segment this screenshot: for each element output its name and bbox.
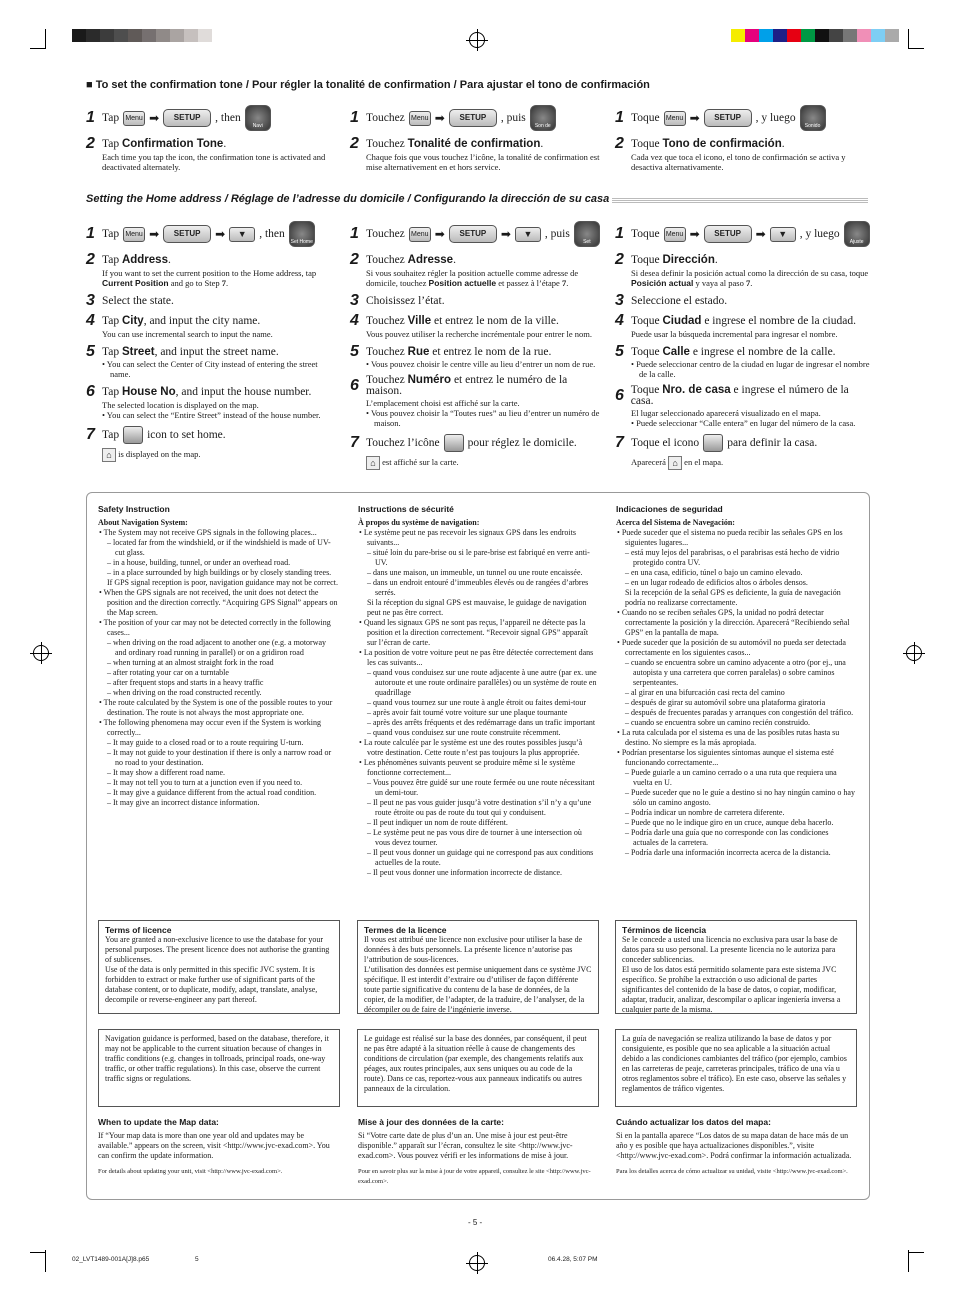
safety-item: – quand vous conduisez sur une route adjacente à une autre (par ex. une autoroute et une route ordinaire parallèles) ou un système de route en quadrillage: [367, 668, 597, 697]
registration-mark: [906, 645, 922, 661]
licence-box-fr: Termes de la licence Il vous est attribué une licence non exclusive pour utiliser la base de données à des buts personnels. La présente licence n’autorise pas l’attribution de sous-licences. L’utilisation des données est permise uniquement dans ce système JVC spécifique. Il est interdit d’extraire ou d’utiliser de façon différente toute partie significative du contenu de la base de données, de la copier, de la modifier, de l’adapter, de la traduire, de l’analyser, de la décompiler ou de faire de l’ingénierie inverse.: [357, 920, 599, 1014]
safety-item: – Podría indicar un nombre de carretera diferente.: [625, 808, 785, 817]
safety-item: – Podría darle una guía que no corresponde con las condiciones actuales de la carretera.: [625, 828, 829, 847]
registration-mark: [33, 645, 49, 661]
tone-col-fr: 1 Touchez Menu ➡ SETUP , puis Son de navigation 2 Touchez Tonalité de confirmation. Chaque fois que vous touchez l’icône, la tonalité de confirmation est mise alternativement en et hors service.: [350, 99, 600, 172]
safety-item: Si la réception du signal GPS est mauvaise, le guidage de navigation peut ne pas être correct.: [367, 598, 587, 617]
footer-file: 02_LVT1489-001A[J]8.p65: [72, 1256, 150, 1263]
setup-icon[interactable]: SETUP: [449, 109, 497, 127]
color-swatch: [128, 29, 142, 42]
safety-item: – al girar en una bifurcación casi recta del camino: [625, 688, 785, 697]
set-home-button-icon[interactable]: [703, 434, 723, 452]
crop-mark: [908, 1250, 909, 1272]
color-swatch: [773, 29, 787, 42]
safety-item: • The System may not receive GPS signals in the following places...: [99, 528, 317, 537]
safety-item: – está muy lejos del parabrisas, o el parabrisas está hecho de vidrio protegido contra UV.: [625, 548, 840, 567]
set-home-button-icon[interactable]: [444, 434, 464, 452]
home-icon: ⌂: [366, 456, 380, 470]
safety-item: • Puede suceder que el sistema no pueda recibir las señales GPS en los siguientes lugares...: [617, 528, 843, 547]
setup-icon[interactable]: SETUP: [163, 109, 211, 127]
safety-item: – Puede que no le indique giro en un cruce, aunque deba hacerlo.: [625, 818, 834, 827]
footer-date: 06.4.28, 5:07 PM: [548, 1256, 598, 1263]
registration-mark: [469, 1255, 485, 1271]
safety-item: – It may not tell you to turn at a junction even if you need to.: [107, 778, 303, 787]
safety-item: – Il peut ne pas vous guider jusqu’à votre destination s’il n’y a qu’une route étroite ou pas de route du tout qui y conduisent.: [367, 798, 592, 817]
safety-item: – en una casa, edificio, túnel o bajo un camino elevado.: [625, 568, 803, 577]
safety-item: – It may give an incorrect distance information.: [107, 798, 260, 807]
safety-item: – Puede suceder que no le guíe a destino si no hay ningún camino o hay sólo un camino angosto.: [625, 788, 855, 807]
color-swatch: [731, 29, 745, 42]
footer-page: 5: [195, 1256, 199, 1263]
safety-item: – Il peut vous donner un guidage qui ne correspond pas aux conditions actuelles de la route.: [367, 848, 594, 867]
color-swatch: [114, 29, 128, 42]
heading-rule: [612, 198, 868, 203]
safety-item: – dans un endroit entouré d’immeubles élevés ou de rangées d’arbres serrés.: [367, 578, 589, 597]
safety-item: • Puede suceder que la posición de su automóvil no pueda ser detectada correctamente en los siguientes casos...: [617, 638, 846, 657]
home-col-en: 1 Tap Menu ➡ SETUP ➡ ▼ , then Set Home 2 Tap Address. If you want to set the current position to the Home address, tap Current Position and go to Step 7. 3 Select the state. 4 Tap City, and input the city name. You can use incremental search to input the name. 5 Tap Street, and input the street name. • You can select the Center of City instead of entering the street name. 6 Tap House No, and input the house number. The selected location is displayed on the map. • You can select the “Entire Street” instead of the house number. 7 Tap icon to set home. ⌂ is displayed on the map.: [86, 215, 331, 462]
color-swatch: [829, 29, 843, 42]
menu-icon[interactable]: Menu: [123, 111, 145, 126]
safety-item: • Podrían presentarse los siguientes síntomas aunque el sistema esté funcionando correctamente...: [617, 748, 834, 767]
safety-item: – Il peut vous donner une information incorrecte de distance.: [367, 868, 563, 877]
menu-icon[interactable]: Menu: [664, 227, 686, 242]
safety-item: • Cuando no se reciben señales GPS, la unidad no podrá detectar correctamente la posición y la dirección. Aparecerá “Recibiendo señal GPS” en la pantalla de mapa.: [617, 608, 850, 637]
crop-mark: [908, 48, 924, 49]
safety-item: – Vous pouvez être guidé sur une route fermée ou une route nécessitant un demi-tour.: [367, 778, 595, 797]
safety-item: – Podría darle una información incorrecta acerca de la distancia.: [625, 848, 831, 857]
guidance-box-en: Navigation guidance is performed, based on the database, therefore, it may not be applicable to the current situation because of changes in traffic conditions (e.g. changes in tollroads, principal roads, one-way traffic, or other traffic regulations). In this case, observe the current traffic signs or regulations.: [98, 1029, 340, 1107]
menu-icon[interactable]: Menu: [409, 227, 431, 242]
safety-item: • La route calculée par le système est une des routes possibles jusqu’à votre destination. Cette route n’est pas toujours la plus appropriée.: [359, 738, 583, 757]
guidance-box-fr: Le guidage est réalisé sur la base des données, par conséquent, il peut ne pas être adapté à la situation réelle à cause de changements des conditions de circulation (par exemple, des changements relatifs aux péages, aux routes principales, aux sens uniques ou au code de la route). Dans ce cas, reportez-vous aux panneaux indicatifs ou autres panneaux de la circulation.: [357, 1029, 599, 1107]
crop-mark: [30, 1252, 46, 1253]
home-icon: ⌂: [102, 448, 116, 462]
setup-icon[interactable]: SETUP: [704, 225, 752, 243]
home-icon: ⌂: [668, 456, 682, 470]
tone-col-en: 1 Tap Menu ➡ SETUP , then Navi Sound 2 Tap Confirmation Tone. Each time you tap the icon, the confirmation tone is activated and deactivated alternately.: [86, 99, 326, 172]
safety-item: – en un lugar rodeado de edificios altos o árboles densos.: [625, 578, 808, 587]
color-swatch: [86, 29, 100, 42]
safety-item: • Le système peut ne pas recevoir les signaux GPS dans les endroits suivants...: [359, 528, 576, 547]
safety-item: – después de girar su automóvil sobre una plataforma giratoria: [625, 698, 826, 707]
tone-heading: ■ To set the confirmation tone / Pour régler la tonalité de confirmation / Para ajustar el tono de confirmación: [86, 79, 650, 91]
safety-item: – It may guide to a closed road or to a route requiring U-turn.: [107, 738, 304, 747]
safety-item: • La position de votre voiture peut ne pas être détectée correctement dans les cas suivants...: [359, 648, 594, 667]
color-swatch: [100, 29, 114, 42]
safety-item: – It may show a different road name.: [107, 768, 226, 777]
color-swatch: [801, 29, 815, 42]
menu-icon[interactable]: Menu: [123, 227, 145, 242]
safety-item: Si la recepción de la señal GPS es deficiente, la guía de navegación podría no realizarse correctamente.: [625, 588, 841, 607]
home-col-fr: 1 Touchez Menu ➡ SETUP ➡ ▼ , puis Set domicile 2 Touchez Adresse. Si vous souhaitez régler la position actuelle comme adresse de domicile, touchez Position actuelle et passez à l’étape 7. 3 Choisissez l’état. 4 Touchez Ville et entrez le nom de la ville. Vous pouvez utiliser la recherche incrémentale pour entrer le nom. 5 Touchez Rue et entrez le nom de la rue. • Vous pouvez choisir le centre ville au lieu d’entrer un nom de rue. 6 Touchez Numéro et entrez le numéro de la maison. L’emplacement choisi est affiché sur la carte. • Vous pouvez choisir la “Toutes rues” au lieu d’entrer un numéro de maison. 7 Touchez l’icône pour réglez le domicile. ⌂ est affiché sur la carte.: [350, 215, 605, 470]
safety-item: – dans une maison, un immeuble, un tunnel ou une route encaissée.: [367, 568, 583, 577]
registration-mark: [469, 32, 485, 48]
safety-item: – après des arrêts fréquents et des redémarrage dans un trafic important: [367, 718, 596, 727]
safety-col-es: Indicaciones de seguridad Acerca del Sistema de Navegación: • Puede suceder que el sistema no pueda recibir las señales GPS en los siguientes lugares... – está muy lejos del parabrisas, o el parabrisas está hecho de vidrio protegido contra UV. – en una casa, edificio, túnel o bajo un camino elevado. – en un lugar rodeado de edificios altos o árboles densos. Si la recepción de la señal GPS es deficiente, la guía de navegación podría no realizarse correctamente. • Cuando no se reciben señales GPS, la unidad no podrá detectar correctamente la posición y la dirección. Aparecerá “Recibiendo señal GPS” en la pantalla de mapa. • Puede suceder que la posición de su automóvil no pueda ser detectada correctamente en los siguientes casos... – cuando se encuentra sobre un camino adyacente a otro (por ej., una autopista y una carretera que corren paralelas) o sobre caminos serpenteantes. – al girar en una bifurcación casi recta del camino – después de girar su automóvil sobre una plataforma giratoria – después de frecuentes paradas y arranques con congestión del tráfico. – cuando se encuentra sobre un camino recién construido. • La ruta calculada por el sistema es una de las posibles rutas hasta su destino. No siempre es la más apropiada. • Podrían presentarse los siguientes síntomas aunque el sistema esté funcionando correctamente... – Puede guiarle a un camino cerrado o a una ruta que requiera una vuelta en U. – Puede suceder que no le guíe a destino si no hay ningún camino o hay sólo un camino angosto. – Podría indicar un nombre de carretera diferente. – Puede que no le indique giro en un cruce, aunque deba hacerlo. – Podría darle una guía que no corresponde con las condiciones actuales de la carretera. – Podría darle una información incorrecta acerca de la distancia.: [616, 504, 855, 857]
guidance-box-es: La guía de navegación se realiza utilizando la base de datos y por consiguiente, es posible que no sea aplicable a la situación actual debido a las condiciones cambiantes del tráfico (por ejemplo, cambios en las carreteras de peaje, carreteras principales, tráfico de una vía u otros reglamentos sobre el tráfico). En este caso, observe las señales y reglamentos de tráfico vigentes.: [615, 1029, 857, 1107]
down-arrow-icon[interactable]: ▼: [229, 227, 255, 242]
color-swatch: [843, 29, 857, 42]
menu-icon[interactable]: Menu: [409, 111, 431, 126]
safety-item: – when driving on the road constructed recently.: [107, 688, 262, 697]
safety-item: – después de frecuentes paradas y arranques con congestión del tráfico.: [625, 708, 854, 717]
color-swatch: [815, 29, 829, 42]
licence-box-en: Terms of licence You are granted a non-exclusive licence to use the database for your personal purposes. The present licence does not authorise the granting of sublicenses. Use of the data is only permitted in this specific JVC system. It is forbidden to extract or make further use of significant parts of the database content, or to duplicate, modify, adapt, translate, analyse, decompile or reverse-engineer any part thereof.: [98, 920, 340, 1014]
update-fr: Mise à jour des données de la carte: Si “Votre carte date de plus d’un an. Une mise à jour est peut-être disponible.” apparaît sur l’écran, consultez le site <http://www.jvc-exad.com>. Vous pouvez vérifi er les informations de mise à jour. Pour en savoir plus sur la mise à jour de votre appareil, consultez le site <http://www.jvc-exad.com>.: [358, 1117, 591, 1185]
safety-item: – located far from the windshield, or if the windshield is made of UV-cut glass.: [107, 538, 331, 557]
safety-item: – in a house, building, tunnel, or under an overhead road.: [107, 558, 291, 567]
crop-mark: [30, 48, 46, 49]
safety-item: If GPS signal reception is poor, navigation guidance may not be correct.: [107, 578, 338, 587]
crop-mark: [908, 1252, 924, 1253]
safety-item: – after frequent stops and starts in a heavy traffic: [107, 678, 264, 687]
safety-item: – when driving on the road adjacent to another one (e.g. a motorway and ordinary road running in parallel) or on a gridiron road: [107, 638, 327, 657]
safety-item: – in a place surrounded by high buildings or by closely standing trees.: [107, 568, 332, 577]
color-swatch: [170, 29, 184, 42]
safety-item: – after rotating your car on a turntable: [107, 668, 229, 677]
crop-mark: [45, 1250, 46, 1272]
safety-item: – Il peut indiquer un nom de route différent.: [367, 818, 508, 827]
safety-item: • The following phenomena may occur even if the System is working correctly...: [99, 718, 321, 737]
color-swatch: [212, 29, 226, 42]
set-home-button-icon[interactable]: [123, 426, 143, 444]
safety-item: – cuando se encuentra sobre un camino adyacente a otro (por ej., una autopista y una carretera que corren paralelas) o sobre caminos serpenteantes.: [625, 658, 846, 687]
safety-item: – It may give a guidance different from the actual road condition.: [107, 788, 317, 797]
home-col-es: 1 Toque Menu ➡ SETUP ➡ ▼ , y luego Ajuste inicio 2 Toque Dirección. Si desea definir la posición actual como la dirección de su casa, toque Posición actual y vaya al paso 7. 3 Seleccione el estado. 4 Toque Ciudad e ingrese el nombre de la ciudad. Puede usar la búsqueda incremental para ingresar el nombre. 5 Toque Calle e ingrese el nombre de la calle. • Puede seleccionar centro de la ciudad en lugar de ingresar el nombre de la calle. 6 Toque Nro. de casa e ingrese el número de la casa. El lugar seleccionado aparecerá visualizado en el mapa. • Puede seleccionar “Calle entera” en lugar del número de la casa. 7 Toque el icono para definir la casa. Aparecerá ⌂ en el mapa.: [615, 215, 870, 470]
set-home-icon[interactable]: Set domicile: [574, 221, 600, 247]
navi-sound-icon[interactable]: Sonido Navi: [800, 105, 826, 131]
update-en: When to update the Map data: If “Your map data is more than one year old and updates may be available.” appears on the screen, visit <http://www.jvc-exad.com>. You can confirm the update information. For details about updating your unit, visit <http://www.jvc-exad.com>.: [98, 1117, 330, 1175]
safety-item: – when turning at an almost straight fork in the road: [107, 658, 274, 667]
down-arrow-icon[interactable]: ▼: [515, 227, 541, 242]
update-es: Cuándo actualizar los datos del mapa: Si en la pantalla aparece “Los datos de su mapa datan de hace más de un año y es posible que haya actualizaciones disponibles.”, visite <http://www.jvc-exad.com>. Podrá confirmar la información actualizada. Para los detalles acerca de cómo actualizar su unidad, visite <http://www.jvc-exad.com>.: [616, 1117, 852, 1175]
setup-icon[interactable]: SETUP: [704, 109, 752, 127]
color-swatch: [885, 29, 899, 42]
safety-item: – situé loin du pare-brise ou si le pare-brise est fabriqué en verre anti-UV.: [367, 548, 590, 567]
safety-item: – quand vous tournez sur une route à angle étroit ou faites demi-tour: [367, 698, 587, 707]
color-swatch: [142, 29, 156, 42]
safety-item: • La ruta calculada por el sistema es una de las posibles rutas hasta su destino. No siempre es la más apropiada.: [617, 728, 840, 747]
set-home-icon[interactable]: Set Home: [289, 221, 315, 247]
color-bar-left: [72, 29, 226, 42]
color-swatch: [184, 29, 198, 42]
home-heading: Setting the Home address / Réglage de l’adresse du domicile / Configurando la dirección de su casa: [86, 193, 610, 205]
down-arrow-icon[interactable]: ▼: [770, 227, 796, 242]
safety-col-en: Safety Instruction About Navigation System: • The System may not receive GPS signals in the following places... – located far from the windshield, or if the windshield is made of UV-cut glass. – in a house, building, tunnel, or under an overhead road. – in a place surrounded by high buildings or by closely standing trees. If GPS signal reception is poor, navigation guidance may not be correct. • When the GPS signals are not received, the unit does not detect the position and the direction correctly. “Acquiring GPS Signal” appears on the Map screen. • The position of your car may not be detected correctly in the following cases... – when driving on the road adjacent to another one (e.g. a motorway and ordinary road running in parallel) or on a gridiron road – when turning at an almost straight fork in the road – after rotating your car on a turntable – after frequent stops and starts in a heavy traffic – when driving on the road constructed recently. • The route calculated by the System is one of the possible routes to your destination. The route is not always the most appropriate one. • The following phenomena may occur even if the System is working correctly... – It may guide to a closed road or to a route requiring U-turn. – It may not guide to your destination if there is only a narrow road or no road to your destination. – It may show a different road name. – It may not tell you to turn at a junction even if you need to. – It may give a guidance different from the actual road condition. – It may give an incorrect distance information.: [98, 504, 338, 807]
safety-item: • When the GPS signals are not received, the unit does not detect the position and the direction correctly. “Acquiring GPS Signal” appears on the Map screen.: [99, 588, 338, 617]
navi-sound-icon[interactable]: Navi Sound: [245, 105, 271, 131]
safety-item: – It may not guide to your destination if there is only a narrow road or no road to your destination.: [107, 748, 332, 767]
color-swatch: [871, 29, 885, 42]
color-swatch: [759, 29, 773, 42]
safety-item: – cuando se encuentra sobre un camino recién construido.: [625, 718, 811, 727]
tone-col-es: 1 Toque Menu ➡ SETUP , y luego Sonido Navi 2 Toque Tono de confirmación. Cada vez que toca el icono, el tono de confirmación se activa y desactiva alternativamente.: [615, 99, 865, 172]
color-swatch: [72, 29, 86, 42]
setup-icon[interactable]: SETUP: [163, 225, 211, 243]
set-home-icon[interactable]: Ajuste inicio: [844, 221, 870, 247]
safety-item: – quand vous conduisez sur une route construite récemment.: [367, 728, 561, 737]
safety-item: • Les phénomènes suivants peuvent se produire même si le système fonctionne correctement...: [359, 758, 576, 777]
safety-item: – Puede guiarle a un camino cerrado o a una ruta que requiera una vuelta en U.: [625, 768, 837, 787]
licence-box-es: Términos de licencia Se le concede a usted una licencia no exclusiva para usar la base de datos para su uso personal. La presente licencia no le autoriza para conceder sublicencias. El uso de los datos está permitido solamente para este sistema JVC específico. Se prohíbe la extracción o uso adicional de partes significantes del contenido de la base de datos, o copiar, modificar, adaptar, traducir, analizar, descompilar o aplicar ingeniería inversa a cualquier parte de la misma.: [615, 920, 857, 1014]
page-number: - 5 -: [468, 1218, 483, 1227]
safety-item: • Quand les signaux GPS ne sont pas reçus, l’appareil ne détecte pas la position et la direction correctement. “Recevoir signal GPS” apparaît sur l’écran de carte.: [359, 618, 589, 647]
crop-mark: [908, 29, 909, 49]
safety-item: – Le système peut ne pas vous dire de tourner à une intersection où vous devez tourner.: [367, 828, 582, 847]
menu-icon[interactable]: Menu: [664, 111, 686, 126]
navi-sound-icon[interactable]: Son de navigation: [530, 105, 556, 131]
color-swatch: [787, 29, 801, 42]
safety-col-fr: Instructions de sécurité À propos du système de navigation: • Le système peut ne pas recevoir les signaux GPS dans les endroits suivants... – situé loin du pare-brise ou si le pare-brise est fabriqué en verre anti-UV. – dans une maison, un immeuble, un tunnel ou une route encaissée. – dans un endroit entouré d’immeubles élevés ou de rangées d’arbres serrés. Si la réception du signal GPS est mauvaise, le guidage de navigation peut ne pas être correct. • Quand les signaux GPS ne sont pas reçus, l’appareil ne détecte pas la position et la direction correctement. “Recevoir signal GPS” apparaît sur l’écran de carte. • La position de votre voiture peut ne pas être détectée correctement dans les cas suivants... – quand vous conduisez sur une route adjacente à une autre (par ex. une autoroute et une route ordinaire parallèles) ou un système de route en quadrillage – quand vous tournez sur une route à angle étroit ou faites demi-tour – après avoir fait tourné votre voiture sur une plaque tournante – après des arrêts fréquents et des redémarrage dans un trafic important – quand vous conduisez sur une route construite récemment. • La route calculée par le système est une des routes possibles jusqu’à votre destination. Cette route n’est pas toujours la plus appropriée. • Les phénomènes suivants peuvent se produire même si le système fonctionne correctement... – Vous pouvez être guidé sur une route fermée ou une route nécessitant un demi-tour. – Il peut ne pas vous guider jusqu’à votre destination s’il n’y a qu’une route étroite ou pas de route du tout qui y conduisent. – Il peut indiquer un nom de route différent. – Le système peut ne pas vous dire de tourner à une intersection où vous devez tourner. – Il peut vous donner un guidage qui ne correspond pas aux conditions actuelles de la route. – Il peut vous donner une information incorrecte de distance.: [358, 504, 597, 877]
color-swatch: [745, 29, 759, 42]
safety-item: • The position of your car may not be detected correctly in the following cases...: [99, 618, 331, 637]
color-swatch: [857, 29, 871, 42]
setup-icon[interactable]: SETUP: [449, 225, 497, 243]
color-bar-right: [731, 29, 899, 42]
color-swatch: [198, 29, 212, 42]
crop-mark: [45, 29, 46, 49]
safety-item: – après avoir fait tourné votre voiture sur une plaque tournante: [367, 708, 568, 717]
color-swatch: [156, 29, 170, 42]
safety-item: • The route calculated by the System is one of the possible routes to your destination. The route is not always the most appropriate one.: [99, 698, 333, 717]
